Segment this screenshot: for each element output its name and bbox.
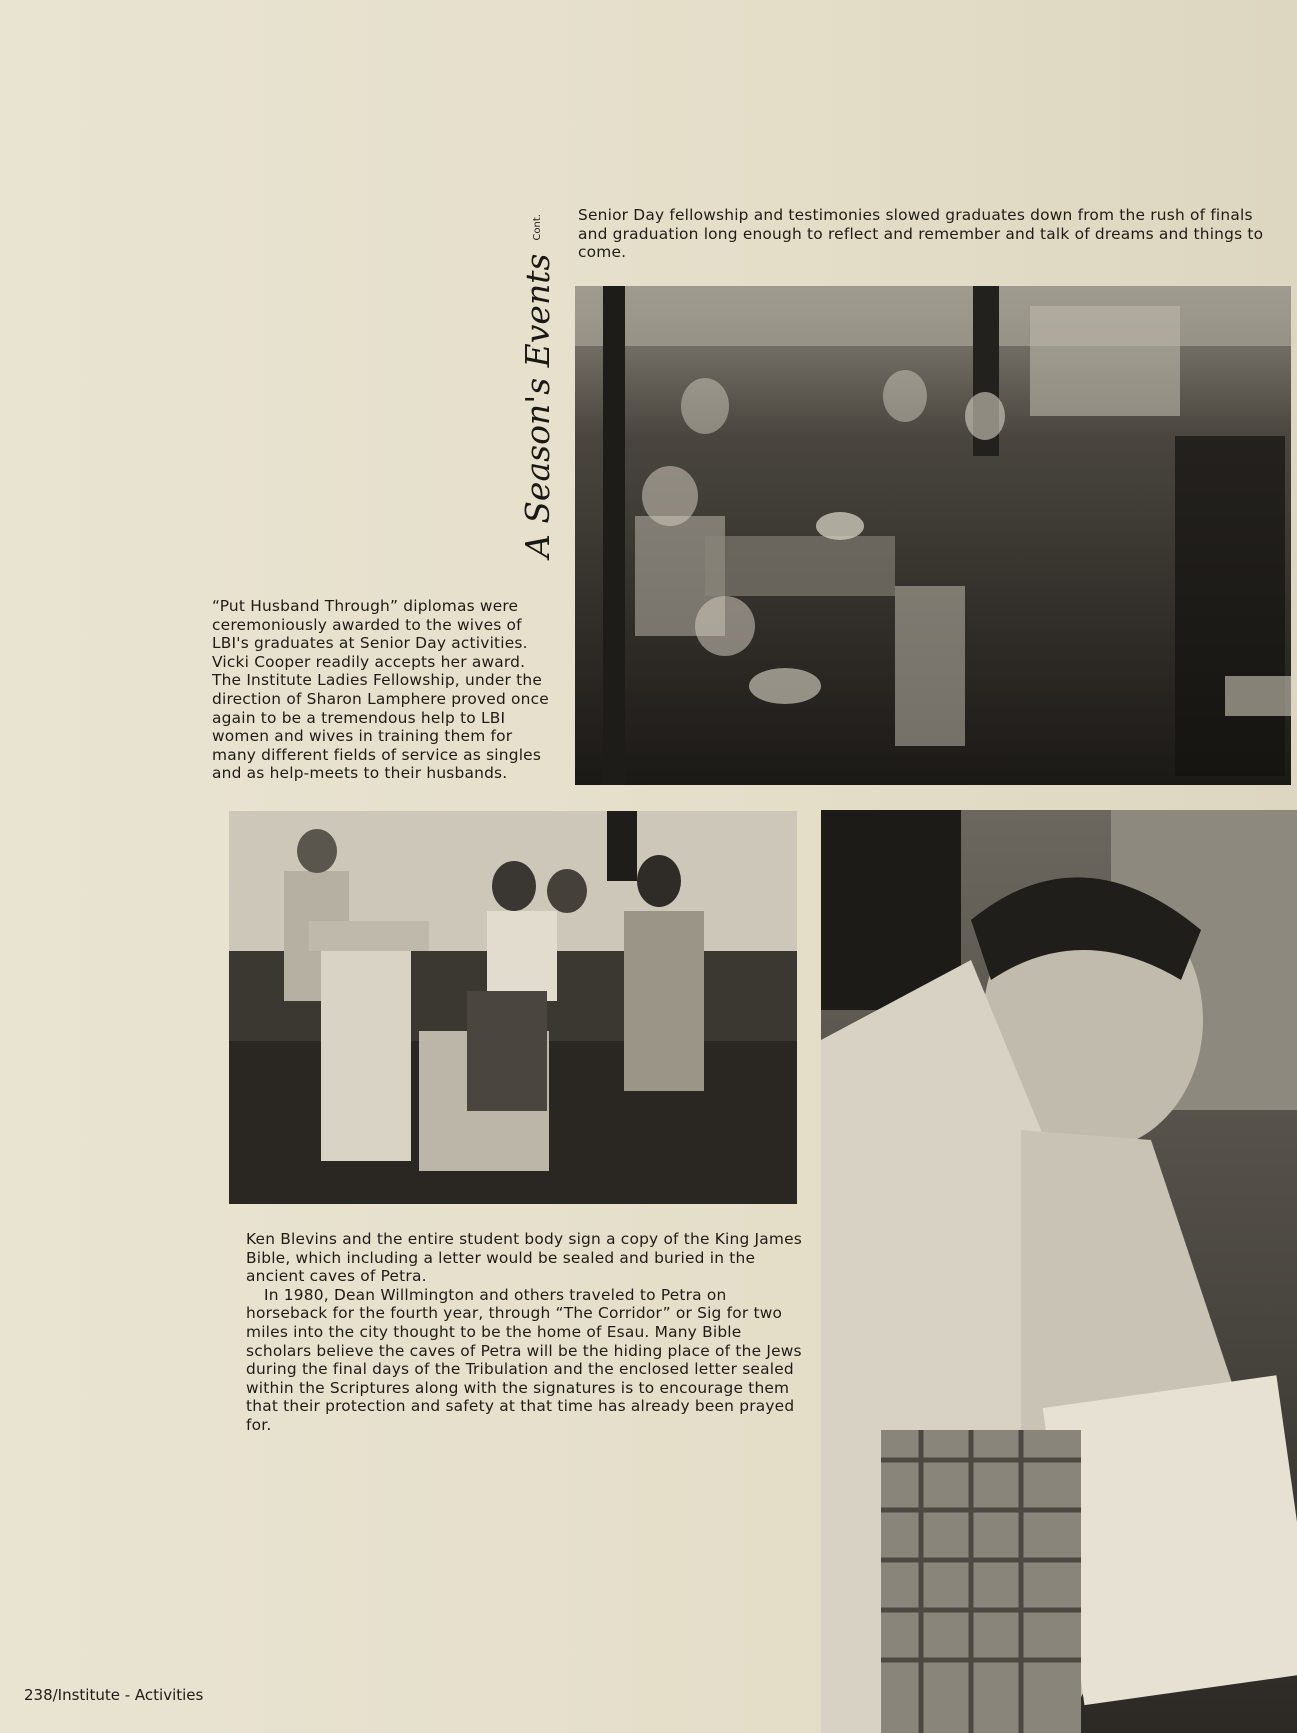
continued-label: Cont.: [531, 214, 543, 241]
photo-bible-signing: [821, 810, 1297, 1733]
photo-diploma-award: [229, 811, 797, 1204]
caption-diplomas: [212, 597, 557, 783]
caption-bible-signing: [246, 1230, 811, 1435]
page-folio: 238/Institute - Activities: [24, 1686, 204, 1704]
caption-senior-day-text: Senior Day fellowship and testimonies slowed graduates down from the rush of finals and graduation long enough to reflect and remember and talk of dreams and things to come.: [578, 206, 1264, 262]
caption-bible-p2: In 1980, Dean Willmington and others traveled to Petra on horseback for the fourth year, through “The Corridor” or Sig for two miles into the city thought to be the home of Esau. Many Bible scholars believe the caves of Petra will be the hiding place of the Jews during the final days of the Tribulation and the enclosed letter sealed within the Scriptures along with the signatures is to encourage them that their protection and safety at that time has already been prayed for.: [246, 1285, 802, 1434]
photo-senior-day-picnic: [575, 286, 1291, 785]
caption-diplomas-text: “Put Husband Through” diplomas were ceremoniously awarded to the wives of LBI's graduates at Senior Day activities. Vicki Cooper readily accepts her award. The Institute Ladies Fellowship, under the direction of Sharon Lamphere proved once again to be a tremendous help to LBI women and wives in training them for many different fields of service as singles and as help-meets to their husbands.: [212, 597, 549, 783]
section-title-block: [514, 206, 560, 558]
caption-bible-p1: Ken Blevins and the entire student body sign a copy of the King James Bible, which including a letter would be sealed and buried in the ancient caves of Petra.: [246, 1230, 802, 1286]
section-title: A Season's Events: [517, 253, 557, 558]
caption-senior-day: [578, 206, 1268, 262]
